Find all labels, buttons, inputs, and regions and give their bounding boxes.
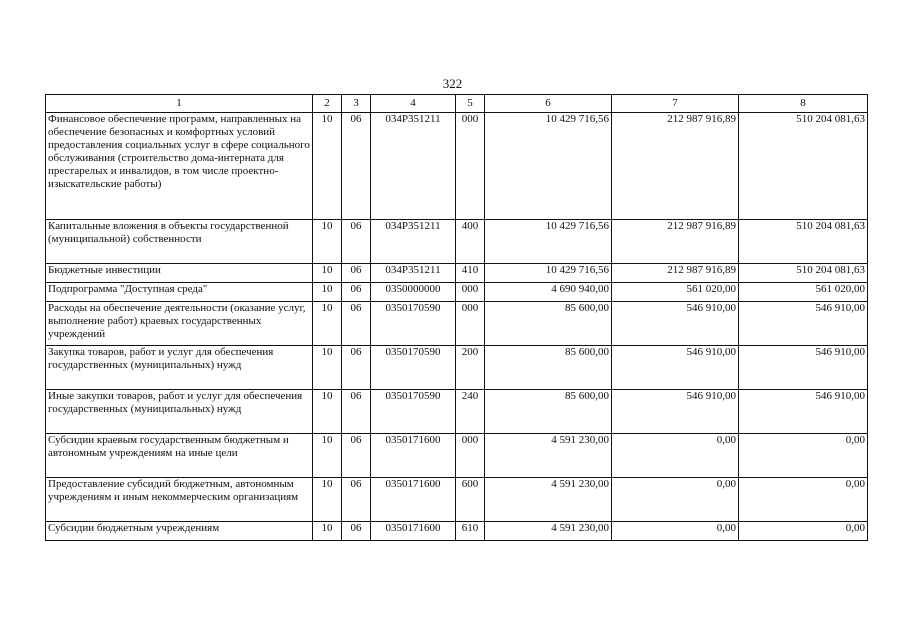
row-name: Подпрограмма "Доступная среда" [46,283,313,302]
table-row [46,264,868,283]
target-article-code: 0350000000 [371,283,456,302]
amount-col-8: 510 204 081,63 [739,220,868,264]
subsection-code: 06 [342,390,371,434]
subsection-code: 06 [342,220,371,264]
section-code: 10 [313,264,342,283]
column-header-8: 8 [739,95,868,113]
subsection-code: 06 [342,346,371,390]
row-name: Предоставление субсидий бюджетным, автономным учреждениям и иным некоммерческим организациям [46,478,313,522]
column-header-3: 3 [342,95,371,113]
column-header-5: 5 [456,95,485,113]
target-article-code: 0350170590 [371,302,456,346]
expense-type-code: 200 [456,346,485,390]
table-row [46,478,868,522]
budget-table [45,94,868,541]
table-row [46,346,868,390]
expense-type-code: 000 [456,113,485,220]
section-code: 10 [313,113,342,220]
amount-col-6: 85 600,00 [485,302,612,346]
row-name: Финансовое обеспечение программ, направленных на обеспечение безопасных и комфортных условий предоставления социальных услуг в сфере социального обслуживания (строительство дома-интерната для престарелых и инвалидов, в том числе проектно-изыскательские работы) [46,113,313,220]
subsection-code: 06 [342,302,371,346]
amount-col-7: 0,00 [612,478,739,522]
amount-col-6: 10 429 716,56 [485,113,612,220]
table-row [46,113,868,220]
amount-col-8: 510 204 081,63 [739,113,868,220]
header-row [46,95,868,113]
column-header-1: 1 [46,95,313,113]
target-article-code: 034P351211 [371,113,456,220]
amount-col-7: 212 987 916,89 [612,220,739,264]
amount-col-6: 4 690 940,00 [485,283,612,302]
amount-col-8: 510 204 081,63 [739,264,868,283]
subsection-code: 06 [342,478,371,522]
target-article-code: 034P351211 [371,264,456,283]
amount-col-6: 4 591 230,00 [485,434,612,478]
row-name: Субсидии краевым государственным бюджетным и автономным учреждениям на иные цели [46,434,313,478]
section-code: 10 [313,220,342,264]
section-code: 10 [313,283,342,302]
column-header-4: 4 [371,95,456,113]
subsection-code: 06 [342,434,371,478]
table-row [46,220,868,264]
row-name: Закупка товаров, работ и услуг для обеспечения государственных (муниципальных) нужд [46,346,313,390]
amount-col-7: 561 020,00 [612,283,739,302]
target-article-code: 0350171600 [371,522,456,541]
expense-type-code: 000 [456,302,485,346]
subsection-code: 06 [342,283,371,302]
amount-col-8: 546 910,00 [739,390,868,434]
section-code: 10 [313,434,342,478]
section-code: 10 [313,522,342,541]
amount-col-8: 546 910,00 [739,302,868,346]
row-name: Капитальные вложения в объекты государственной (муниципальной) собственности [46,220,313,264]
target-article-code: 0350170590 [371,346,456,390]
amount-col-6: 4 591 230,00 [485,478,612,522]
expense-type-code: 000 [456,434,485,478]
expense-type-code: 400 [456,220,485,264]
table-row [46,522,868,541]
amount-col-7: 0,00 [612,434,739,478]
expense-type-code: 240 [456,390,485,434]
amount-col-6: 10 429 716,56 [485,220,612,264]
amount-col-7: 546 910,00 [612,390,739,434]
subsection-code: 06 [342,113,371,220]
amount-col-6: 10 429 716,56 [485,264,612,283]
amount-col-8: 0,00 [739,434,868,478]
amount-col-7: 212 987 916,89 [612,264,739,283]
expense-type-code: 410 [456,264,485,283]
page-number: 322 [442,76,463,91]
row-name: Субсидии бюджетным учреждениям [46,522,313,541]
target-article-code: 0350171600 [371,434,456,478]
section-code: 10 [313,390,342,434]
amount-col-8: 546 910,00 [739,346,868,390]
table-row [46,434,868,478]
row-name: Бюджетные инвестиции [46,264,313,283]
amount-col-8: 0,00 [739,478,868,522]
expense-type-code: 600 [456,478,485,522]
amount-col-6: 85 600,00 [485,390,612,434]
row-name: Иные закупки товаров, работ и услуг для обеспечения государственных (муниципальных) нужд [46,390,313,434]
amount-col-6: 4 591 230,00 [485,522,612,541]
row-name: Расходы на обеспечение деятельности (оказание услуг, выполнение работ) краевых государственных учреждений [46,302,313,346]
amount-col-6: 85 600,00 [485,346,612,390]
amount-col-8: 0,00 [739,522,868,541]
table-row [46,390,868,434]
section-code: 10 [313,478,342,522]
amount-col-7: 212 987 916,89 [612,113,739,220]
amount-col-7: 546 910,00 [612,302,739,346]
amount-col-7: 546 910,00 [612,346,739,390]
target-article-code: 0350171600 [371,478,456,522]
expense-type-code: 610 [456,522,485,541]
subsection-code: 06 [342,264,371,283]
column-header-2: 2 [313,95,342,113]
target-article-code: 0350170590 [371,390,456,434]
expense-type-code: 000 [456,283,485,302]
section-code: 10 [313,302,342,346]
table-row [46,283,868,302]
target-article-code: 034P351211 [371,220,456,264]
table-row [46,302,868,346]
section-code: 10 [313,346,342,390]
amount-col-8: 561 020,00 [739,283,868,302]
amount-col-7: 0,00 [612,522,739,541]
column-header-6: 6 [485,95,612,113]
subsection-code: 06 [342,522,371,541]
column-header-7: 7 [612,95,739,113]
